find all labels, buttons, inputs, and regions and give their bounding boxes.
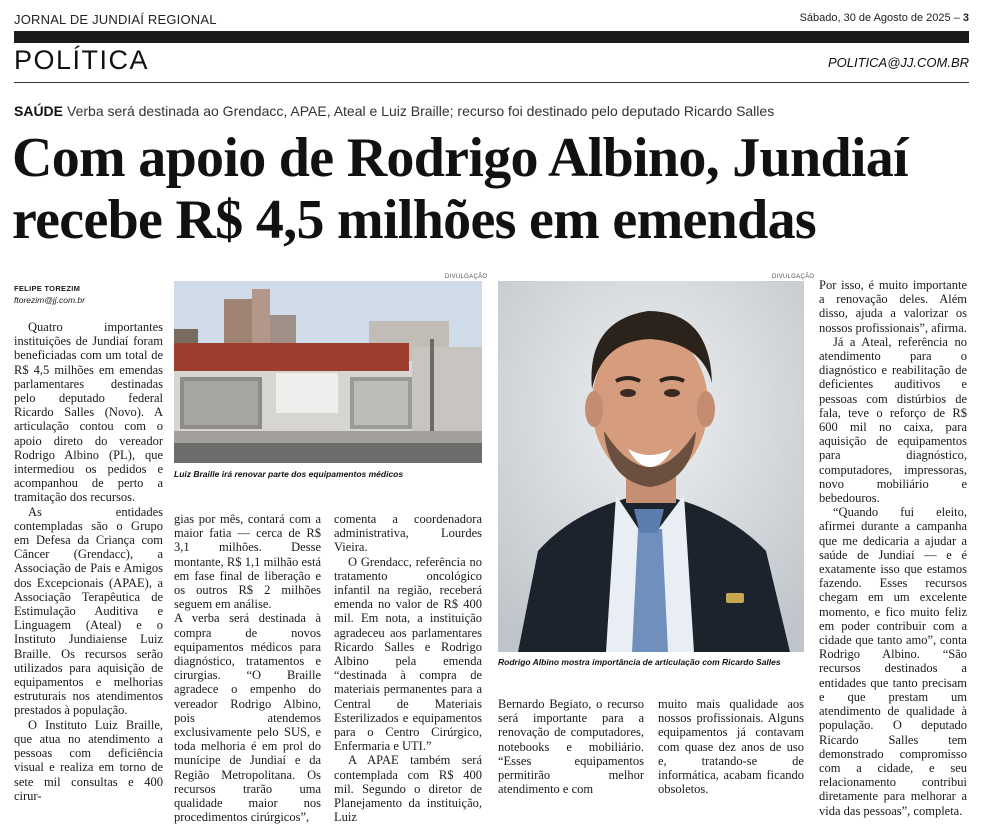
article-headline [12,127,977,251]
headline-line-2: recebe R$ 4,5 milhões em emendas [12,189,816,251]
edition-date: Sábado, 30 de Agosto de 2025 [799,12,951,24]
body-paragraph: Bernardo Begiato, o recurso será importante para a renovação de computadores, notebooks e mobiliário. “Esses equipamentos permitirão melhor atendimento e com [498,697,644,797]
body-paragraph: A verba será destinada à compra de novos equipamentos médicos para diagnóstico, tratamentos e cirurgias. “O Braille agradece o empenho do vereador Rodrigo Albino, pois atendemos exclusivamente pelo SUS, e toda melhoria é em prol do munícipe de Jundiaí e da Região Metropolitana. Os recursos trarão uma qualidade maior nos procedimentos cirúrgicos”, [174,611,321,824]
body-paragraph: O Instituto Luiz Braille, que atua no atendimento a pessoas com deficiência visual e realiza em torno de sete mil consultas e 400 cirur- [14,717,163,803]
kicker-tag: SAÚDE [14,103,64,119]
section-title: POLÍTICA [14,45,150,75]
body-column-1 [14,320,163,803]
photo-credit: DIVULGAÇÃO [772,274,815,280]
body-column-3 [334,512,482,824]
body-paragraph: Quatro importantes instituições de Jundiaí foram beneficiadas com um total de R$ 4,5 milhões em emendas parlamentares destinadas pelo deputado federal Ricardo Salles (Novo). A articulação contou com o apoio direto do vereador Rodrigo Albino (PL), que intermediou os pedidos e acompanhou de perto a tramitação dos recursos. [14,320,163,505]
body-paragraph: O Grendacc, referência no tratamento oncológico infantil na região, receberá emenda no valor de R$ 400 mil. Em nota, a instituição agradeceu aos parlamentares Ricardo Salles e Rodrigo Albino pela emenda “destinada à compra de materiais permanentes para a Central de Materiais Esterilizados e equipamentos para o Centro Cirúrgico, Enfermaria e UTI.” [334,554,482,754]
body-paragraph: A APAE também será contemplada com R$ 400 mil. Segundo o diretor de Planejamento da instituição, Luiz [334,753,482,824]
section-divider [14,82,969,83]
photo-building [174,281,482,463]
date-separator: – [950,12,963,24]
body-paragraph: As entidades contempladas são o Grupo em Defesa da Criança com Câncer (Grendacc), a Associação de Pais e Amigos dos Excepcionais (APAE), a Associação Terapêutica de Estimulação Auditiva e Linguagem (Ateal) e o Instituto Jundiaiense Luiz Braille. Os recursos serão utilizados para aquisição de equipamentos e melhorias estruturais nos atendimentos prestados à população. [14,504,163,718]
header-rule [14,31,969,43]
portrait-illustration [498,281,804,652]
body-column-2 [174,512,321,824]
photo-credit: DIVULGAÇÃO [445,274,488,280]
building-illustration [174,281,482,463]
body-column-4 [498,697,644,797]
page-number: 3 [962,12,969,24]
byline-email: ftorezim@jj.com.br [14,295,85,305]
newspaper-name: JORNAL DE JUNDIAÍ REGIONAL [14,12,217,27]
kicker-text: Verba será destinada ao Grendacc, APAE, Ateal e Luiz Braille; recurso foi destinado pelo deputado Ricardo Salles [67,103,775,119]
byline-author: FELIPE TOREZIM [14,284,81,293]
body-column-5 [658,697,804,797]
photo-portrait [498,281,804,652]
photo-caption: Luiz Braille irá renovar parte dos equipamentos médicos [174,469,404,479]
body-column-6 [819,278,967,818]
body-paragraph: Já a Ateal, referência no atendimento para o diagnóstico e reabilitação de deficientes auditivos e pessoas com distúrbios de fala, teve o reforço de R$ 600 mil no caixa, para aquisição de equipamentos para diagnóstico, computadores, impressoras, novo mobiliário e bebedouros. [819,334,967,506]
section-email: POLITICA@JJ.COM.BR [827,55,969,70]
body-paragraph: comenta a coordenadora administrativa, Lourdes Vieira. [334,512,482,555]
body-paragraph: gias por mês, contará com a maior fatia — cerca de R$ 3,1 milhões. Desse montante, R$ 1,1 milhão está em fase final de liberação e os outros R$ 2 milhões seguem em análise. [174,512,321,612]
photo-caption: Rodrigo Albino mostra importância de articulação com Ricardo Salles [498,657,781,667]
body-paragraph: muito mais qualidade aos nossos profissionais. Alguns equipamentos já contavam com quase dez anos de uso e, tratando-se de informática, acabam ficando obsoletos. [658,697,804,797]
headline-line-1: Com apoio de Rodrigo Albino, Jundiaí [12,127,908,189]
article-kicker [14,103,969,119]
edition-date-line [800,12,969,24]
page-header [14,10,969,30]
body-paragraph: “Quando fui eleito, afirmei durante a campanha que me dedicaria a ajudar a saúde de Jundiaí — e é exatamente isso que estamos fazendo. Esses recursos chegam em um excelente momento, e fico muito feliz em poder contribuir com a cidade que tanto amo”, conta Rodrigo Albino. “São recursos destinados a entidades que tanto precisam e que prestam um atendimento de qualidade à população. O deputado Ricardo Salles tem demonstrado compromisso com a cidade, e seu relacionamento contribui diretamente para melhorar a vida das pessoas”, completa. [819,505,967,818]
body-paragraph: Por isso, é muito importante a renovação deles. Além disso, ajuda a valorizar os nossos profissionais”, afirma. [819,278,967,335]
